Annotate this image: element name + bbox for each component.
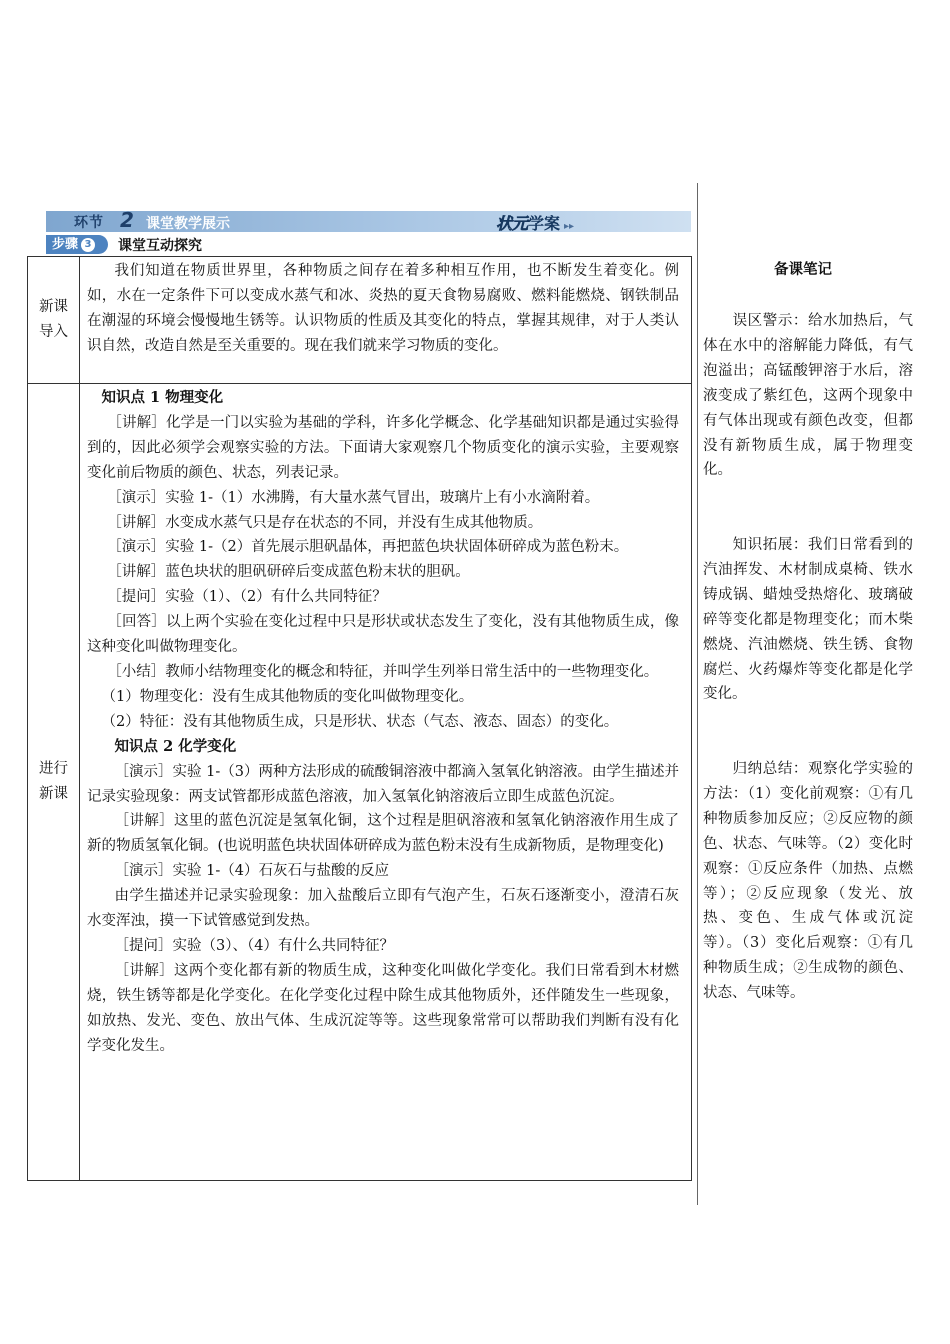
lesson-paragraph: ［提问］实验（3）、（4）有什么共同特征？ [114,937,394,954]
table-row [28,257,692,384]
lesson-paragraph: ［讲解］化学是一门以实验为基础的学科，许多化学概念、化学基础知识都是通过实验得到的，因此必须学会观察实验的方法。下面请大家观察几个物质变化的演示实验，主要观察变化前后物质的颜色、状态，列表记录。 [87,414,679,481]
section-label: 环节 [74,215,104,231]
knowledge-point-heading: 知识点 2 化学变化 [114,737,237,755]
lesson-paragraph: ［讲解］这两个变化都有新的物质生成，这种变化叫做化学变化。我们日常看到木材燃烧，铁生锈等都是化学变化。在化学变化过程中除生成其他物质外，还伴随发生一些现象，如放热、发光、变色、放出气体、生成沉淀等等。这些现象常常可以帮助我们判断有没有化学变化发生。 [87,962,679,1054]
sidebar-title: 备课笔记 [774,261,832,278]
brand-text: 学案 [528,214,561,233]
lesson-paragraph: ［讲解］水变成水蒸气只是存在状态的不同，并没有生成其他物质。 [107,514,543,531]
brand-outline-text: 状元 [496,214,529,233]
lesson-paragraph: （2）特征：没有其他物质生成，只是形状、状态（气态、液态、固态）的变化。 [101,713,619,730]
sidebar-note [703,309,913,483]
lesson-paragraph: ［小结］教师小结物理变化的概念和特征，并叫学生列举日常生活中的一些物理变化。 [107,663,659,680]
lesson-paragraph: 由学生描述并记录实验现象：加入盐酸后立即有气泡产生，石灰石逐渐变小，澄清石灰水变浑浊，摸一下试管感觉到发热。 [87,888,679,930]
knowledge-point-heading: 知识点 1 物理变化 [101,389,224,406]
note-mistake-warning: 误区警示：给水加热后，气体在水中的溶解能力降低，有气泡溢出；高锰酸钾溶于水后，溶液变成了紫红色，这两个现象中有气体出现或有颜色改变，但都没有新物质生成，属于物理变化。 [703,313,913,479]
lesson-paragraph: ［回答］以上两个实验在变化过程中只是形状或状态发生了变化，没有其他物质生成，像这种变化叫做物理变化。 [87,614,679,656]
column-divider [697,183,698,1205]
row-label-lesson: 进行新课 [39,761,68,802]
section-number: 2 [120,208,134,232]
lesson-paragraph: ［讲解］蓝色块状的胆矾研碎后变成蓝色粉末状的胆矾。 [107,564,470,581]
intro-cell [80,257,692,384]
row-label [28,257,80,384]
sidebar-note [703,533,913,707]
lesson-table [27,256,692,1181]
step-title: 课堂互动探究 [118,238,202,254]
lesson-paragraph: ［演示］实验 1-（3）两种方法形成的硫酸铜溶液中都滴入氢氧化钠溶液。由学生描述并记录实验现象：两支试管都形成蓝色溶液，加入氢氧化钠溶液后立即生成蓝色沉淀。 [87,763,680,805]
row-label-intro: 新课导入 [39,299,68,340]
lesson-paragraph: ［讲解］这里的蓝色沉淀是氢氧化铜，这个过程是胆矾溶液和氢氧化钠溶液作用生成了新的物质氢氧化铜。(也说明蓝色块状固体研碎成为蓝色粉末没有生成新物质，是物理变化) [87,813,679,855]
note-knowledge-extension: 知识拓展：我们日常看到的汽油挥发、木材制成桌椅、铁水铸成锅、蜡烛受热熔化、玻璃破碎等变化都是物理变化；而木柴燃烧、汽油燃烧、铁生锈、食物腐烂、火药爆炸等变化都是化学变化。 [703,537,913,703]
section-header-bar [46,208,691,233]
step-label: 步骤 [52,237,79,252]
lesson-paragraph: ［提问］实验（1）、（2）有什么共同特征？ [107,589,387,606]
lesson-paragraph: ［演示］实验 1-（1）水沸腾，有大量水蒸气冒出，玻璃片上有小水滴附着。 [107,489,600,506]
lesson-cell [80,384,692,1181]
step-number: 3 [81,238,95,252]
section-title: 课堂教学展示 [146,216,230,232]
intro-paragraph: 我们知道在物质世界里，各种物质之间存在着多种相互作用，也不断发生着变化。例如，水在一定条件下可以变成水蒸气和冰、炎热的夏天食物易腐败、燃料能燃烧、钢铁制品在潮湿的环境会慢慢地生锈等。认识物质的性质及其变化的特点，掌握其规律，对于人类认识自然，改造自然是至关重要的。现在我们就来学习物质的变化。 [87,263,679,354]
note-summary: 归纳总结：观察化学实验的方法：（1）变化前观察：①有几种物质参加反应；②反应物的颜色、状态、气味等。（2）变化时观察：①反应条件（加热、点燃等）；②反应现象（发光、放热、变色、生成气体或沉淀等）。（3）变化后观察：①有几种物质生成；②生成物的颜色、状态、气味等。 [703,761,913,1002]
lesson-paragraph: （1）物理变化：没有生成其他物质的变化叫做物理变化。 [101,688,474,705]
brand-logo [496,211,574,234]
step-badge [46,235,108,254]
double-arrow-icon: ▸▸ [564,221,575,232]
sidebar-note [703,757,913,1006]
table-row [28,384,692,1181]
lesson-paragraph: ［演示］实验 1-（2）首先展示胆矾晶体，再把蓝色块状固体研碎成为蓝色粉末。 [107,539,629,556]
lesson-paragraph: ［演示］实验 1-（4）石灰石与盐酸的反应 [114,863,390,880]
row-label [28,384,80,1181]
